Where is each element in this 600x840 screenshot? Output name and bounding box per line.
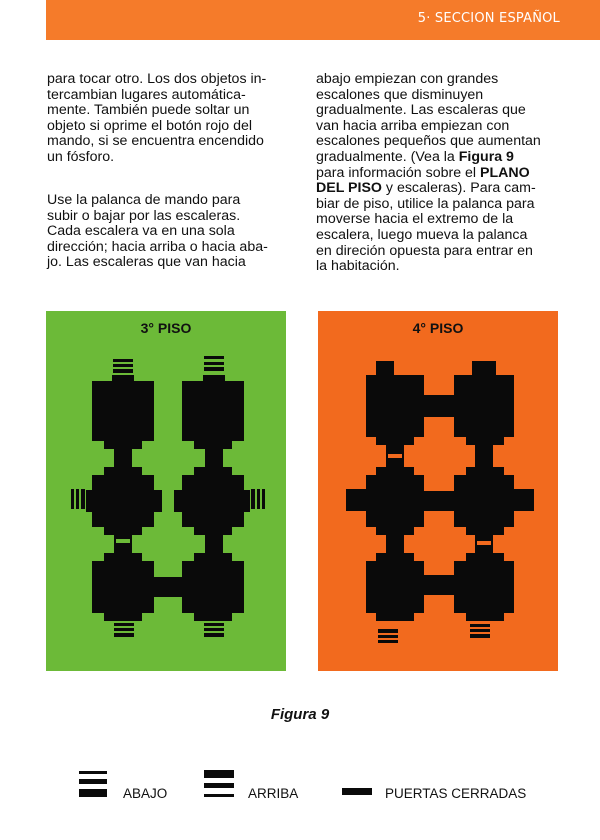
corridor <box>205 535 223 553</box>
col2-paragraph <box>316 72 541 275</box>
stairs-down-icon <box>113 359 133 362</box>
corridor <box>424 491 454 511</box>
header-band <box>46 0 600 40</box>
text-line: jo. Las escaleras que van hacia <box>47 254 246 271</box>
stairs-up-icon <box>202 768 238 804</box>
legend-label: PUERTAS CERRADAS <box>385 786 527 801</box>
text-run: para información sobre el <box>316 164 481 181</box>
col1-paragraph-1 <box>47 72 266 166</box>
text-line: mando, si se encuentra encendido <box>47 133 264 150</box>
floor-plan-4-map <box>318 311 558 671</box>
stairs-up-icon <box>378 629 398 633</box>
text-line: escalera, luego mueva la palanca <box>316 226 528 243</box>
corridor <box>114 449 132 467</box>
text-line: Use la palanca de mando para <box>47 192 241 208</box>
stairs-down-icon <box>251 489 255 509</box>
corridor <box>475 445 493 467</box>
text-line: biar de piso, utilice la palanca para <box>316 195 535 212</box>
corridor <box>386 535 404 553</box>
text-line: en direción opuesta para entrar en <box>316 242 533 259</box>
legend-label: ABAJO <box>123 786 168 801</box>
text-line: abajo empiezan con grandes <box>316 71 499 87</box>
corridor <box>424 575 454 595</box>
closed-door-icon <box>116 539 130 543</box>
stairs-down-icon <box>204 623 224 626</box>
legend-label: ARRIBA <box>248 786 299 801</box>
closed-door-icon <box>388 454 402 458</box>
room <box>454 553 514 621</box>
text-line: mente. También puede soltar un <box>47 102 250 119</box>
corridor <box>154 577 182 597</box>
closed-door-icon <box>168 403 172 417</box>
room <box>182 375 244 449</box>
stairs-down-icon <box>77 768 113 804</box>
corridor <box>114 535 132 553</box>
plan-reference: DEL PISO <box>316 180 382 197</box>
room <box>366 553 424 621</box>
room <box>174 467 250 535</box>
corridor <box>424 395 454 417</box>
floor-plan-3 <box>46 311 286 671</box>
room <box>92 553 154 621</box>
floor-plan-4 <box>318 311 558 671</box>
stairs-up-icon <box>71 489 74 509</box>
closed-door-icon <box>168 487 172 501</box>
text-line <box>316 181 541 197</box>
text-line: para tocar otro. Los dos objetos in- <box>47 71 267 87</box>
text-run: gradualmente. (Vea la <box>316 148 459 165</box>
room <box>92 375 154 449</box>
plan-reference: PLANO <box>480 164 530 181</box>
text-line: dirección; hacia arriba o hacia aba- <box>47 238 268 255</box>
text-line <box>316 150 541 166</box>
section-title: 5· SECCION ESPAÑOL <box>417 11 560 26</box>
col1-paragraph-2 <box>47 193 268 271</box>
stairs-down-icon <box>204 356 224 359</box>
text-line <box>316 166 541 182</box>
corridor <box>205 449 223 467</box>
figure-reference: Figura 9 <box>458 148 514 165</box>
figure-caption: Figura 9 <box>270 706 330 723</box>
stairs-up-icon <box>114 623 134 626</box>
room <box>182 553 244 621</box>
text-line: tercambian lugares automática- <box>47 86 246 103</box>
plan-title: 4° PISO <box>412 320 464 336</box>
text-run: y escaleras). Para cam- <box>381 180 536 197</box>
text-line: moverse hacia el extremo de la <box>316 211 514 228</box>
room <box>86 467 162 535</box>
text-line: escalones que disminuyen <box>316 86 484 103</box>
text-line: van hacia arriba empiezan con <box>316 117 510 134</box>
closed-door-icon <box>477 541 491 545</box>
text-line: la habitación. <box>316 258 400 275</box>
text-line: Cada escalera va en una sola <box>47 223 235 240</box>
text-line: un fósforo. <box>47 148 115 165</box>
stairs-up-icon <box>470 624 490 627</box>
text-line: objeto si oprime el botón rojo del <box>47 117 253 134</box>
text-line: subir o bajar por las escaleras. <box>47 207 241 224</box>
closed-door-icon <box>342 768 378 804</box>
text-line: gradualmente. Las escaleras que <box>316 102 526 119</box>
text-line: escalones pequeños que aumentan <box>316 133 541 150</box>
plan-title: 3° PISO <box>140 320 192 336</box>
floor-plan-3-map <box>46 311 286 671</box>
